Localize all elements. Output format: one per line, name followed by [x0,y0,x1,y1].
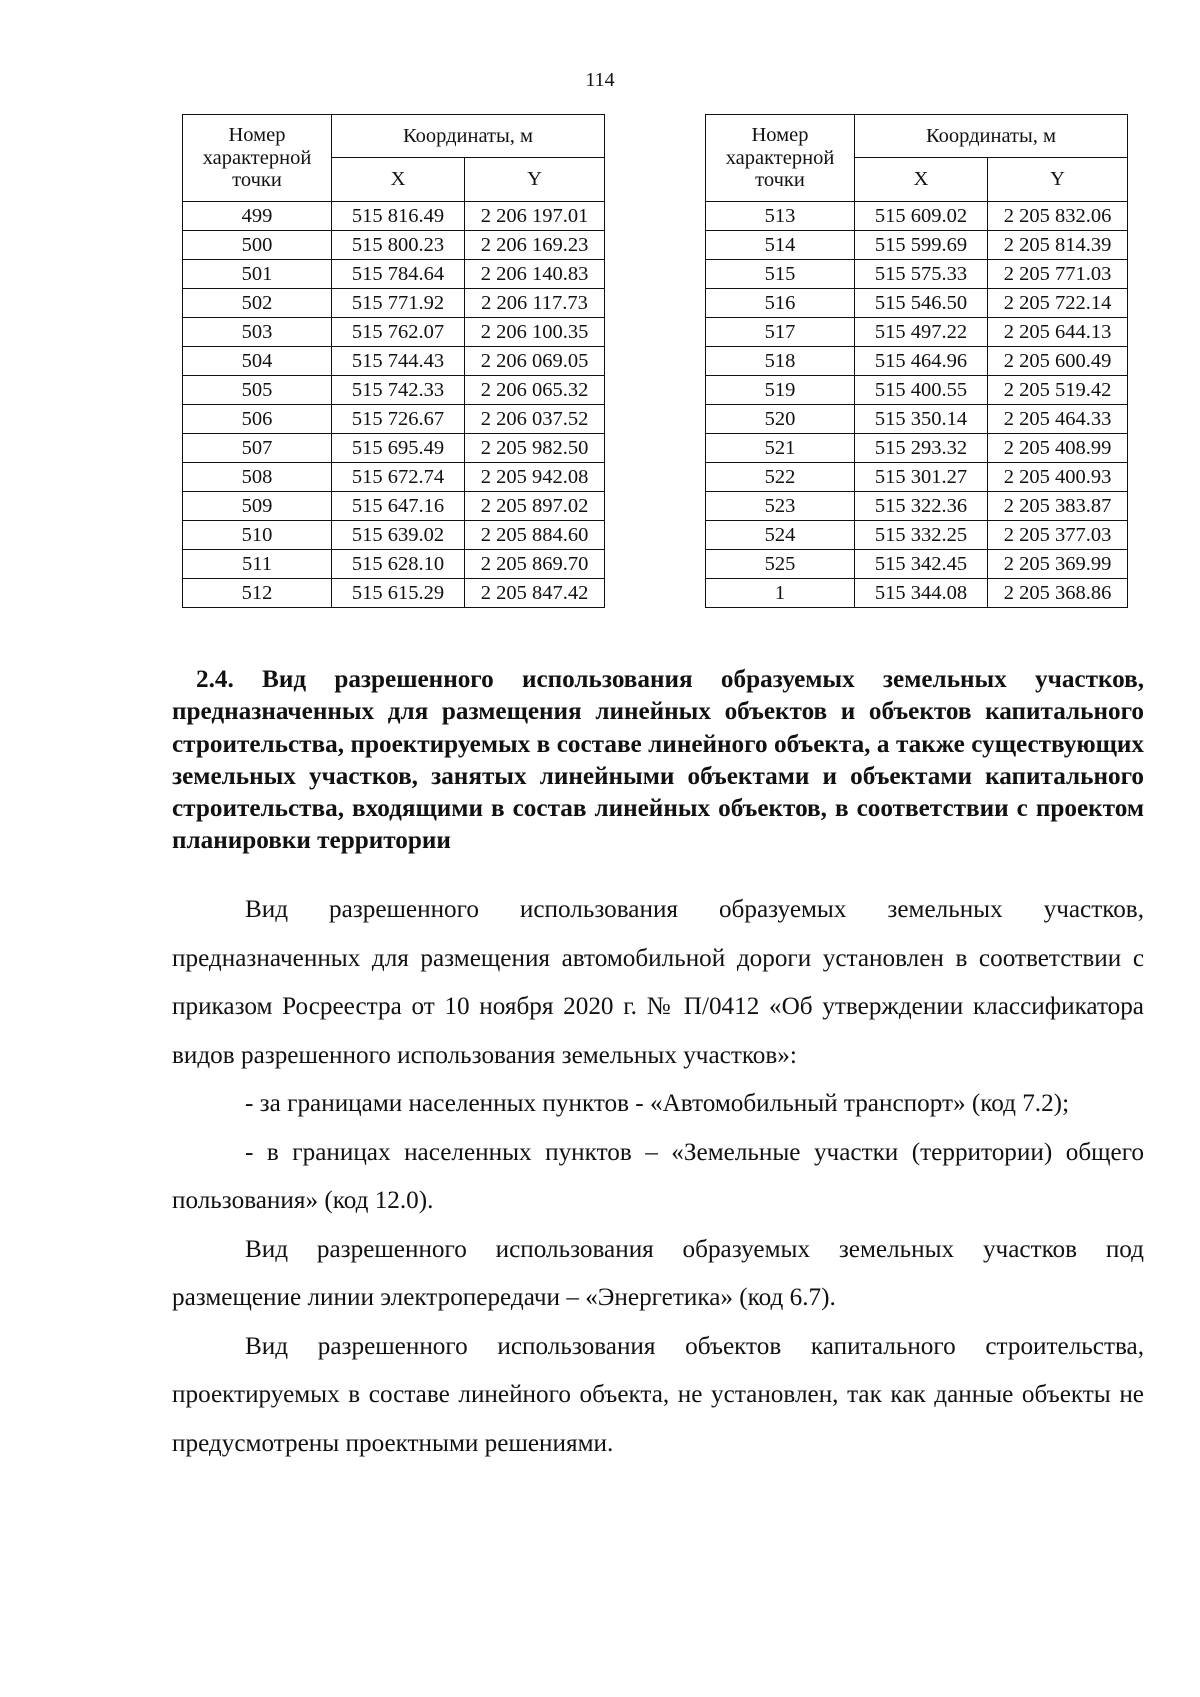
table-row [183,579,605,608]
header-y: Y [988,157,1128,201]
y-coordinate-cell: 2 205 814.39 [988,231,1128,260]
point-number-cell: 514 [706,231,855,260]
paragraph: Вид разрешенного использования образуемых земельных участков под размещение линии электропередачи – «Энергетика» (код 6.7). [172,1235,1144,1311]
table-row [706,550,1128,579]
x-coordinate-cell: 515 546.50 [855,289,988,318]
x-coordinate-cell: 515 742.33 [332,376,465,405]
coordinates-table-left [182,114,605,608]
table-row [706,579,1128,608]
point-number-cell: 522 [706,463,855,492]
table-row [183,231,605,260]
table-row [183,405,605,434]
table-row [706,463,1128,492]
x-coordinate-cell: 515 695.49 [332,434,465,463]
point-number-cell: 501 [183,260,332,289]
point-number-cell: 505 [183,376,332,405]
coordinates-table-right [705,114,1128,608]
header-y: Y [465,157,605,201]
section-number: 2.4. [196,666,234,693]
page-number: 114 [585,69,615,91]
x-coordinate-cell: 515 784.64 [332,260,465,289]
point-number-cell: 507 [183,434,332,463]
point-number-cell: 503 [183,318,332,347]
table-row [706,260,1128,289]
table-row [183,463,605,492]
point-number-cell: 1 [706,579,855,608]
table-row [183,434,605,463]
y-coordinate-cell: 2 205 982.50 [465,434,605,463]
table-row [183,260,605,289]
x-coordinate-cell: 515 800.23 [332,231,465,260]
x-coordinate-cell: 515 771.92 [332,289,465,318]
y-coordinate-cell: 2 206 117.73 [465,289,605,318]
y-coordinate-cell: 2 205 383.87 [988,492,1128,521]
x-coordinate-cell: 515 322.36 [855,492,988,521]
table-row [183,347,605,376]
y-coordinate-cell: 2 205 771.03 [988,260,1128,289]
point-number-cell: 519 [706,376,855,405]
table-row [183,521,605,550]
paragraph: - за границами населенных пунктов - «Автомобильный транспорт» (код 7.2); [245,1090,1070,1117]
x-coordinate-cell: 515 301.27 [855,463,988,492]
table-row [706,405,1128,434]
x-coordinate-cell: 515 344.08 [855,579,988,608]
table-row [706,202,1128,231]
y-coordinate-cell: 2 206 140.83 [465,260,605,289]
x-coordinate-cell: 515 575.33 [855,260,988,289]
header-point-number: Номер характерной точки [706,115,855,202]
table-row [706,376,1128,405]
point-number-cell: 521 [706,434,855,463]
table-row [706,492,1128,521]
paragraph: Вид разрешенного использования образуемых земельных участков, предназначенных для размещения автомобильной дороги установлен в соответствии с приказом Росреестра от 10 ноября 2020 г. № П/0412 «Об утверждении классификатора видов разрешенного использования земельных участков»: [172,896,1144,1069]
y-coordinate-cell: 2 205 847.42 [465,579,605,608]
table-row [183,318,605,347]
header-x: X [855,157,988,201]
x-coordinate-cell: 515 647.16 [332,492,465,521]
point-number-cell: 518 [706,347,855,376]
point-number-cell: 506 [183,405,332,434]
x-coordinate-cell: 515 293.32 [855,434,988,463]
x-coordinate-cell: 515 615.29 [332,579,465,608]
table-row [183,376,605,405]
point-number-cell: 520 [706,405,855,434]
table-row [183,289,605,318]
x-coordinate-cell: 515 464.96 [855,347,988,376]
section-title: Вид разрешенного использования образуемых земельных участков, предназначенных для размещения линейных объектов и объектов капитального строительства, проектируемых в составе линейного объекта, а также существующих земельных участков, занятых линейными объектами и объектами капитального строительства, входящими в состав линейных объектов, в соответствии с проектом планировки территории [172,666,1145,855]
x-coordinate-cell: 515 639.02 [332,521,465,550]
paragraph: Вид разрешенного использования объектов капитального строительства, проектируемых в составе линейного объекта, не установлен, так как данные объекты не предусмотрены проектными решениями. [172,1332,1144,1457]
y-coordinate-cell: 2 205 408.99 [988,434,1128,463]
point-number-cell: 517 [706,318,855,347]
table-row [706,318,1128,347]
table-row [706,289,1128,318]
y-coordinate-cell: 2 206 069.05 [465,347,605,376]
y-coordinate-cell: 2 205 400.93 [988,463,1128,492]
y-coordinate-cell: 2 206 100.35 [465,318,605,347]
table-row [706,434,1128,463]
x-coordinate-cell: 515 762.07 [332,318,465,347]
x-coordinate-cell: 515 816.49 [332,202,465,231]
table-row [183,492,605,521]
y-coordinate-cell: 2 205 832.06 [988,202,1128,231]
x-coordinate-cell: 515 628.10 [332,550,465,579]
y-coordinate-cell: 2 206 169.23 [465,231,605,260]
y-coordinate-cell: 2 205 464.33 [988,405,1128,434]
y-coordinate-cell: 2 205 368.86 [988,579,1128,608]
point-number-cell: 509 [183,492,332,521]
table-row [183,550,605,579]
point-number-cell: 502 [183,289,332,318]
point-number-cell: 510 [183,521,332,550]
point-number-cell: 525 [706,550,855,579]
y-coordinate-cell: 2 205 600.49 [988,347,1128,376]
point-number-cell: 508 [183,463,332,492]
y-coordinate-cell: 2 205 369.99 [988,550,1128,579]
y-coordinate-cell: 2 206 197.01 [465,202,605,231]
point-number-cell: 500 [183,231,332,260]
table-row [706,231,1128,260]
header-x: X [332,157,465,201]
x-coordinate-cell: 515 497.22 [855,318,988,347]
y-coordinate-cell: 2 205 519.42 [988,376,1128,405]
point-number-cell: 523 [706,492,855,521]
y-coordinate-cell: 2 205 897.02 [465,492,605,521]
x-coordinate-cell: 515 672.74 [332,463,465,492]
y-coordinate-cell: 2 206 065.32 [465,376,605,405]
y-coordinate-cell: 2 205 644.13 [988,318,1128,347]
point-number-cell: 512 [183,579,332,608]
point-number-cell: 516 [706,289,855,318]
point-number-cell: 511 [183,550,332,579]
x-coordinate-cell: 515 599.69 [855,231,988,260]
section-heading [172,664,1144,858]
x-coordinate-cell: 515 744.43 [332,347,465,376]
x-coordinate-cell: 515 726.67 [332,405,465,434]
header-coordinates: Координаты, м [855,115,1128,158]
x-coordinate-cell: 515 350.14 [855,405,988,434]
paragraph: - в границах населенных пунктов – «Земельные участки (территории) общего пользования» (код 12.0). [172,1138,1144,1214]
y-coordinate-cell: 2 205 722.14 [988,289,1128,318]
header-coordinates: Координаты, м [332,115,605,158]
y-coordinate-cell: 2 206 037.52 [465,405,605,434]
table-row [706,347,1128,376]
table-row [183,202,605,231]
x-coordinate-cell: 515 342.45 [855,550,988,579]
x-coordinate-cell: 515 400.55 [855,376,988,405]
x-coordinate-cell: 515 332.25 [855,521,988,550]
x-coordinate-cell: 515 609.02 [855,202,988,231]
y-coordinate-cell: 2 205 869.70 [465,550,605,579]
y-coordinate-cell: 2 205 942.08 [465,463,605,492]
body-text [172,886,1144,1468]
point-number-cell: 513 [706,202,855,231]
point-number-cell: 515 [706,260,855,289]
header-point-number: Номер характерной точки [183,115,332,202]
table-row [706,521,1128,550]
point-number-cell: 499 [183,202,332,231]
y-coordinate-cell: 2 205 377.03 [988,521,1128,550]
point-number-cell: 504 [183,347,332,376]
y-coordinate-cell: 2 205 884.60 [465,521,605,550]
point-number-cell: 524 [706,521,855,550]
